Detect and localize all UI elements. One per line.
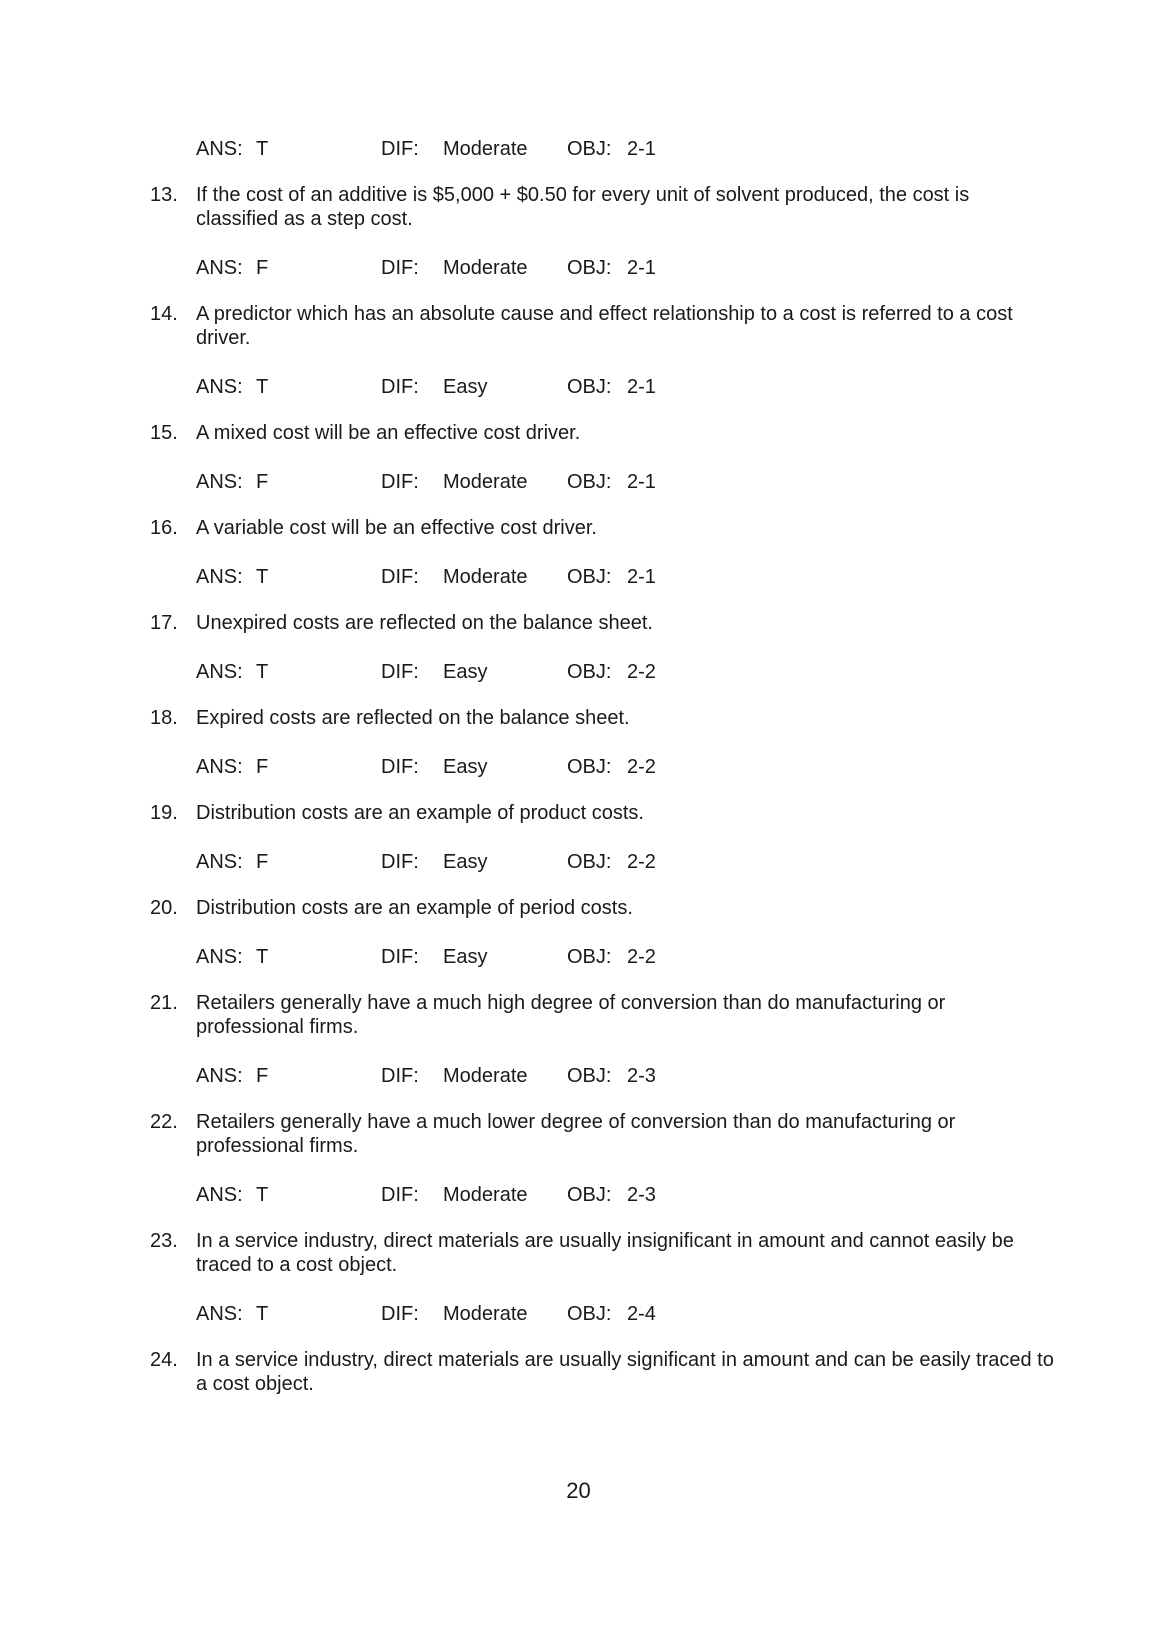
- dif-value: Moderate: [443, 1303, 528, 1325]
- ans-label: ANS:: [196, 1065, 243, 1087]
- question-text: A variable cost will be an effective cost driver.: [196, 517, 597, 539]
- obj-value: 2-4: [627, 1303, 656, 1325]
- dif-value: Easy: [443, 851, 488, 873]
- obj-label: OBJ:: [567, 376, 612, 398]
- question-text: Unexpired costs are reflected on the balance sheet.: [196, 612, 653, 634]
- obj-value: 2-1: [627, 138, 656, 160]
- question-number: 13.: [150, 184, 178, 206]
- obj-value: 2-3: [627, 1065, 656, 1087]
- dif-label: DIF:: [381, 471, 419, 493]
- ans-label: ANS:: [196, 1184, 243, 1206]
- dif-label: DIF:: [381, 1184, 419, 1206]
- obj-value: 2-1: [627, 566, 656, 588]
- ans-label: ANS:: [196, 756, 243, 778]
- question-text: Retailers generally have a much lower degree of conversion than do manufacturing or professional firms.: [196, 1111, 956, 1157]
- ans-value: T: [256, 1303, 269, 1325]
- question-number: 14.: [150, 303, 178, 325]
- ans-value: T: [256, 138, 269, 160]
- obj-label: OBJ:: [567, 257, 612, 279]
- question-text: A predictor which has an absolute cause and effect relationship to a cost is referred to a cost driver.: [196, 303, 1013, 349]
- question-number: 17.: [150, 612, 178, 634]
- ans-label: ANS:: [196, 946, 243, 968]
- question-text: Retailers generally have a much high degree of conversion than do manufacturing or professional firms.: [196, 992, 946, 1038]
- ans-value: F: [256, 257, 269, 279]
- obj-label: OBJ:: [567, 851, 612, 873]
- obj-label: OBJ:: [567, 471, 612, 493]
- dif-label: DIF:: [381, 566, 419, 588]
- question-text: Distribution costs are an example of period costs.: [196, 897, 633, 919]
- obj-label: OBJ:: [567, 946, 612, 968]
- obj-value: 2-2: [627, 851, 656, 873]
- ans-value: F: [256, 756, 269, 778]
- obj-value: 2-1: [627, 471, 656, 493]
- obj-label: OBJ:: [567, 756, 612, 778]
- ans-value: T: [256, 566, 269, 588]
- dif-label: DIF:: [381, 257, 419, 279]
- ans-label: ANS:: [196, 376, 243, 398]
- question-number: 20.: [150, 897, 178, 919]
- obj-label: OBJ:: [567, 566, 612, 588]
- dif-label: DIF:: [381, 946, 419, 968]
- dif-value: Easy: [443, 376, 488, 398]
- question-number: 18.: [150, 707, 178, 729]
- obj-label: OBJ:: [567, 661, 612, 683]
- dif-label: DIF:: [381, 1303, 419, 1325]
- dif-value: Easy: [443, 946, 488, 968]
- obj-value: 2-2: [627, 756, 656, 778]
- ans-label: ANS:: [196, 257, 243, 279]
- dif-value: Easy: [443, 661, 488, 683]
- ans-value: F: [256, 471, 269, 493]
- obj-value: 2-2: [627, 946, 656, 968]
- question-number: 22.: [150, 1111, 178, 1133]
- ans-value: T: [256, 376, 269, 398]
- dif-value: Easy: [443, 756, 488, 778]
- ans-value: F: [256, 851, 269, 873]
- ans-value: F: [256, 1065, 269, 1087]
- question-text: A mixed cost will be an effective cost driver.: [196, 422, 581, 444]
- question-number: 19.: [150, 802, 178, 824]
- question-number: 16.: [150, 517, 178, 539]
- obj-value: 2-2: [627, 661, 656, 683]
- question-number: 24.: [150, 1349, 178, 1371]
- dif-value: Moderate: [443, 257, 528, 279]
- dif-value: Moderate: [443, 1184, 528, 1206]
- dif-value: Moderate: [443, 1065, 528, 1087]
- dif-value: Moderate: [443, 566, 528, 588]
- ans-label: ANS:: [196, 1303, 243, 1325]
- question-number: 23.: [150, 1230, 178, 1252]
- page-number: 20: [566, 1478, 591, 1503]
- obj-label: OBJ:: [567, 1184, 612, 1206]
- question-number: 15.: [150, 422, 178, 444]
- ans-label: ANS:: [196, 138, 243, 160]
- obj-value: 2-3: [627, 1184, 656, 1206]
- question-text: In a service industry, direct materials are usually significant in amount and can be easily traced to a cost object.: [196, 1349, 1054, 1395]
- dif-value: Moderate: [443, 471, 528, 493]
- question-text: In a service industry, direct materials are usually insignificant in amount and cannot easily be traced to a cost object.: [196, 1230, 1014, 1276]
- ans-label: ANS:: [196, 661, 243, 683]
- ans-value: T: [256, 946, 269, 968]
- dif-label: DIF:: [381, 1065, 419, 1087]
- question-number: 21.: [150, 992, 178, 1014]
- obj-value: 2-1: [627, 376, 656, 398]
- dif-label: DIF:: [381, 661, 419, 683]
- obj-label: OBJ:: [567, 1303, 612, 1325]
- ans-label: ANS:: [196, 566, 243, 588]
- question-text: Expired costs are reflected on the balance sheet.: [196, 707, 630, 729]
- dif-value: Moderate: [443, 138, 528, 160]
- question-text: If the cost of an additive is $5,000 + $0.50 for every unit of solvent produced, the cost is classified as a step cost.: [196, 184, 970, 230]
- dif-label: DIF:: [381, 376, 419, 398]
- dif-label: DIF:: [381, 138, 419, 160]
- ans-value: T: [256, 1184, 269, 1206]
- ans-value: T: [256, 661, 269, 683]
- dif-label: DIF:: [381, 756, 419, 778]
- obj-value: 2-1: [627, 257, 656, 279]
- obj-label: OBJ:: [567, 1065, 612, 1087]
- obj-label: OBJ:: [567, 138, 612, 160]
- ans-label: ANS:: [196, 471, 243, 493]
- dif-label: DIF:: [381, 851, 419, 873]
- question-text: Distribution costs are an example of product costs.: [196, 802, 644, 824]
- ans-label: ANS:: [196, 851, 243, 873]
